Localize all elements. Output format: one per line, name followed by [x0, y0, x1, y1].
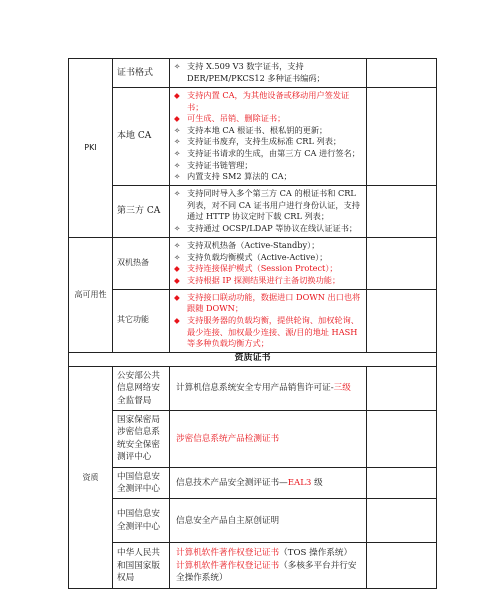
- ha-row-desc: [170, 289, 367, 352]
- list-item: [173, 90, 363, 113]
- list-item: [173, 252, 363, 264]
- pki-category-label: PKI: [69, 59, 113, 238]
- list-item-text: 支持本地 CA 根证书、根私钥的更新；: [187, 124, 328, 135]
- diamond-bullet-icon: ◆: [174, 264, 180, 274]
- credential-text-part: 信息安全产品自主原创证明: [176, 515, 280, 526]
- list-item-text: 内置支持 SM2 算法的 CA；: [187, 171, 292, 182]
- credential-org: 公安部公共信息网络安全监督局: [113, 366, 170, 410]
- list-item: [173, 292, 363, 315]
- list-item-text: 支持负载均衡模式（Active-Active）；: [187, 251, 328, 262]
- list-item-text: 支持根据 IP 探测结果进行主备切换功能；: [187, 274, 341, 285]
- credential-org: 中华人民共和国国家版权局: [113, 543, 170, 589]
- pki-row-label: 本地 CA: [113, 88, 170, 186]
- ha-row-label: 双机热备: [113, 237, 170, 289]
- ha-row-desc: [170, 237, 367, 289]
- ha-row-other: [69, 289, 437, 352]
- credentials-header-row: [69, 352, 437, 366]
- pki-row-third-ca: [69, 185, 437, 237]
- credential-name: [170, 543, 367, 589]
- diamond-bullet-icon: ◆: [174, 315, 180, 325]
- credential-text-part: 计算机软件著作权登记证书: [176, 560, 280, 571]
- credential-text-part: EAL3: [287, 477, 312, 488]
- credential-row: [69, 467, 437, 499]
- credential-text-part: 计算机信息系统安全专用产品销售许可证-: [176, 383, 334, 394]
- list-item-text: 支持服务器的负载均衡，提供轮询、加权轮询、最少连接、加权最少连接、源/目的地址 HASH 等多种负载均衡方式；: [187, 314, 359, 349]
- pki-row-cert-format: [69, 59, 437, 88]
- ha-category-label: 高可用性: [69, 237, 113, 352]
- star-bullet-icon: ✧: [174, 137, 181, 147]
- star-bullet-icon: ✧: [174, 241, 181, 251]
- credential-row: [69, 543, 437, 589]
- credential-text-part: 三级: [333, 383, 351, 394]
- credential-text-part: 涉密信息系统产品检测证书: [176, 433, 280, 444]
- star-bullet-icon: ✧: [174, 160, 181, 170]
- list-item: [173, 263, 363, 275]
- star-bullet-icon: ✧: [174, 62, 181, 72]
- list-item-text: 支持证书请求的生成，由第三方 CA 进行签名；: [187, 147, 360, 158]
- star-bullet-icon: ✧: [174, 252, 181, 262]
- pki-row-desc: [170, 59, 367, 88]
- list-item: [173, 125, 363, 137]
- pki-row-label: 证书格式: [113, 59, 170, 88]
- list-item: [173, 275, 363, 287]
- pki-row-local-ca: [69, 88, 437, 186]
- credential-org: 中国信息安全测评中心: [113, 467, 170, 499]
- credential-text-part: （TOS 操作系统）: [279, 548, 353, 559]
- diamond-bullet-icon: ◆: [174, 275, 180, 285]
- list-item-text: 支持连接保护模式（Session Protect）；: [187, 263, 338, 274]
- list-item-text: 可生成、吊销、删除证书；: [187, 113, 286, 124]
- list-item: [173, 136, 363, 148]
- credential-name: [170, 467, 367, 499]
- ha-row-hot-standby: [69, 237, 437, 289]
- credential-row: [69, 410, 437, 467]
- credential-name: [170, 499, 367, 543]
- credential-text-part: （多核多平台并行安全操作系统）: [176, 560, 357, 584]
- list-item: [173, 223, 363, 235]
- star-bullet-icon: ✧: [174, 172, 181, 182]
- list-item-text: 支持接口联动功能，数据进口 DOWN 出口也将跟随 DOWN；: [187, 291, 361, 314]
- list-item: [173, 171, 363, 183]
- list-item: [173, 315, 363, 350]
- list-item-text: 支持通过 OCSP/LDAP 等协议在线认证证书；: [187, 222, 358, 233]
- credential-name: [170, 410, 367, 467]
- list-item-text: 支持同时导入多个第三方 CA 的根证书和 CRL 列表，对不同 CA 证书用户进行身份认证，支持通过 HTTP 协议定时下载 CRL 列表；: [187, 188, 360, 222]
- star-bullet-icon: ✧: [174, 223, 181, 233]
- credential-org: 国家保密局涉密信息系统安全保密测评中心: [113, 410, 170, 467]
- credential-text-part: 计算机软件著作权登记证书: [176, 548, 280, 559]
- star-bullet-icon: ✧: [174, 148, 181, 158]
- credential-text-part: 级: [311, 477, 323, 488]
- list-item-text: 支持 X.509 V3 数字证书，支持 DER/PEM/PKCS12 多种证书编码；: [187, 61, 325, 83]
- list-item-text: 支持证书废弃，支持生成标准 CRL 列表；: [187, 136, 342, 147]
- pki-row-label: 第三方 CA: [113, 185, 170, 237]
- credential-org: 中国信息安全测评中心: [113, 499, 170, 543]
- credential-row: [69, 366, 437, 410]
- diamond-bullet-icon: ◆: [174, 292, 180, 302]
- spec-table: [68, 58, 437, 589]
- list-item-text: 支持双机热备（Active-Standby）；: [187, 240, 320, 251]
- credential-row: [69, 499, 437, 543]
- pki-row-desc: [170, 185, 367, 237]
- list-item-text: 支持内置 CA，为其他设备或移动用户签发证书；: [187, 90, 350, 112]
- star-bullet-icon: ✧: [174, 189, 181, 199]
- list-item: [173, 148, 363, 160]
- ha-row-label: 其它功能: [113, 289, 170, 352]
- credentials-title: 资质证书: [69, 352, 437, 366]
- list-item: [173, 160, 363, 172]
- credentials-category-label: 资质: [69, 366, 113, 589]
- credential-name: [170, 366, 367, 410]
- diamond-bullet-icon: ◆: [174, 91, 180, 100]
- star-bullet-icon: ✧: [174, 125, 181, 135]
- list-item: [173, 188, 363, 223]
- pki-row-desc: [170, 88, 367, 186]
- list-item: [173, 240, 363, 252]
- list-item: [173, 61, 363, 84]
- list-item-text: 支持证书链管理；: [187, 159, 253, 170]
- diamond-bullet-icon: ◆: [174, 114, 180, 124]
- credential-text-part: 信息技术产品安全测评证书—: [176, 477, 288, 488]
- list-item: [173, 113, 363, 125]
